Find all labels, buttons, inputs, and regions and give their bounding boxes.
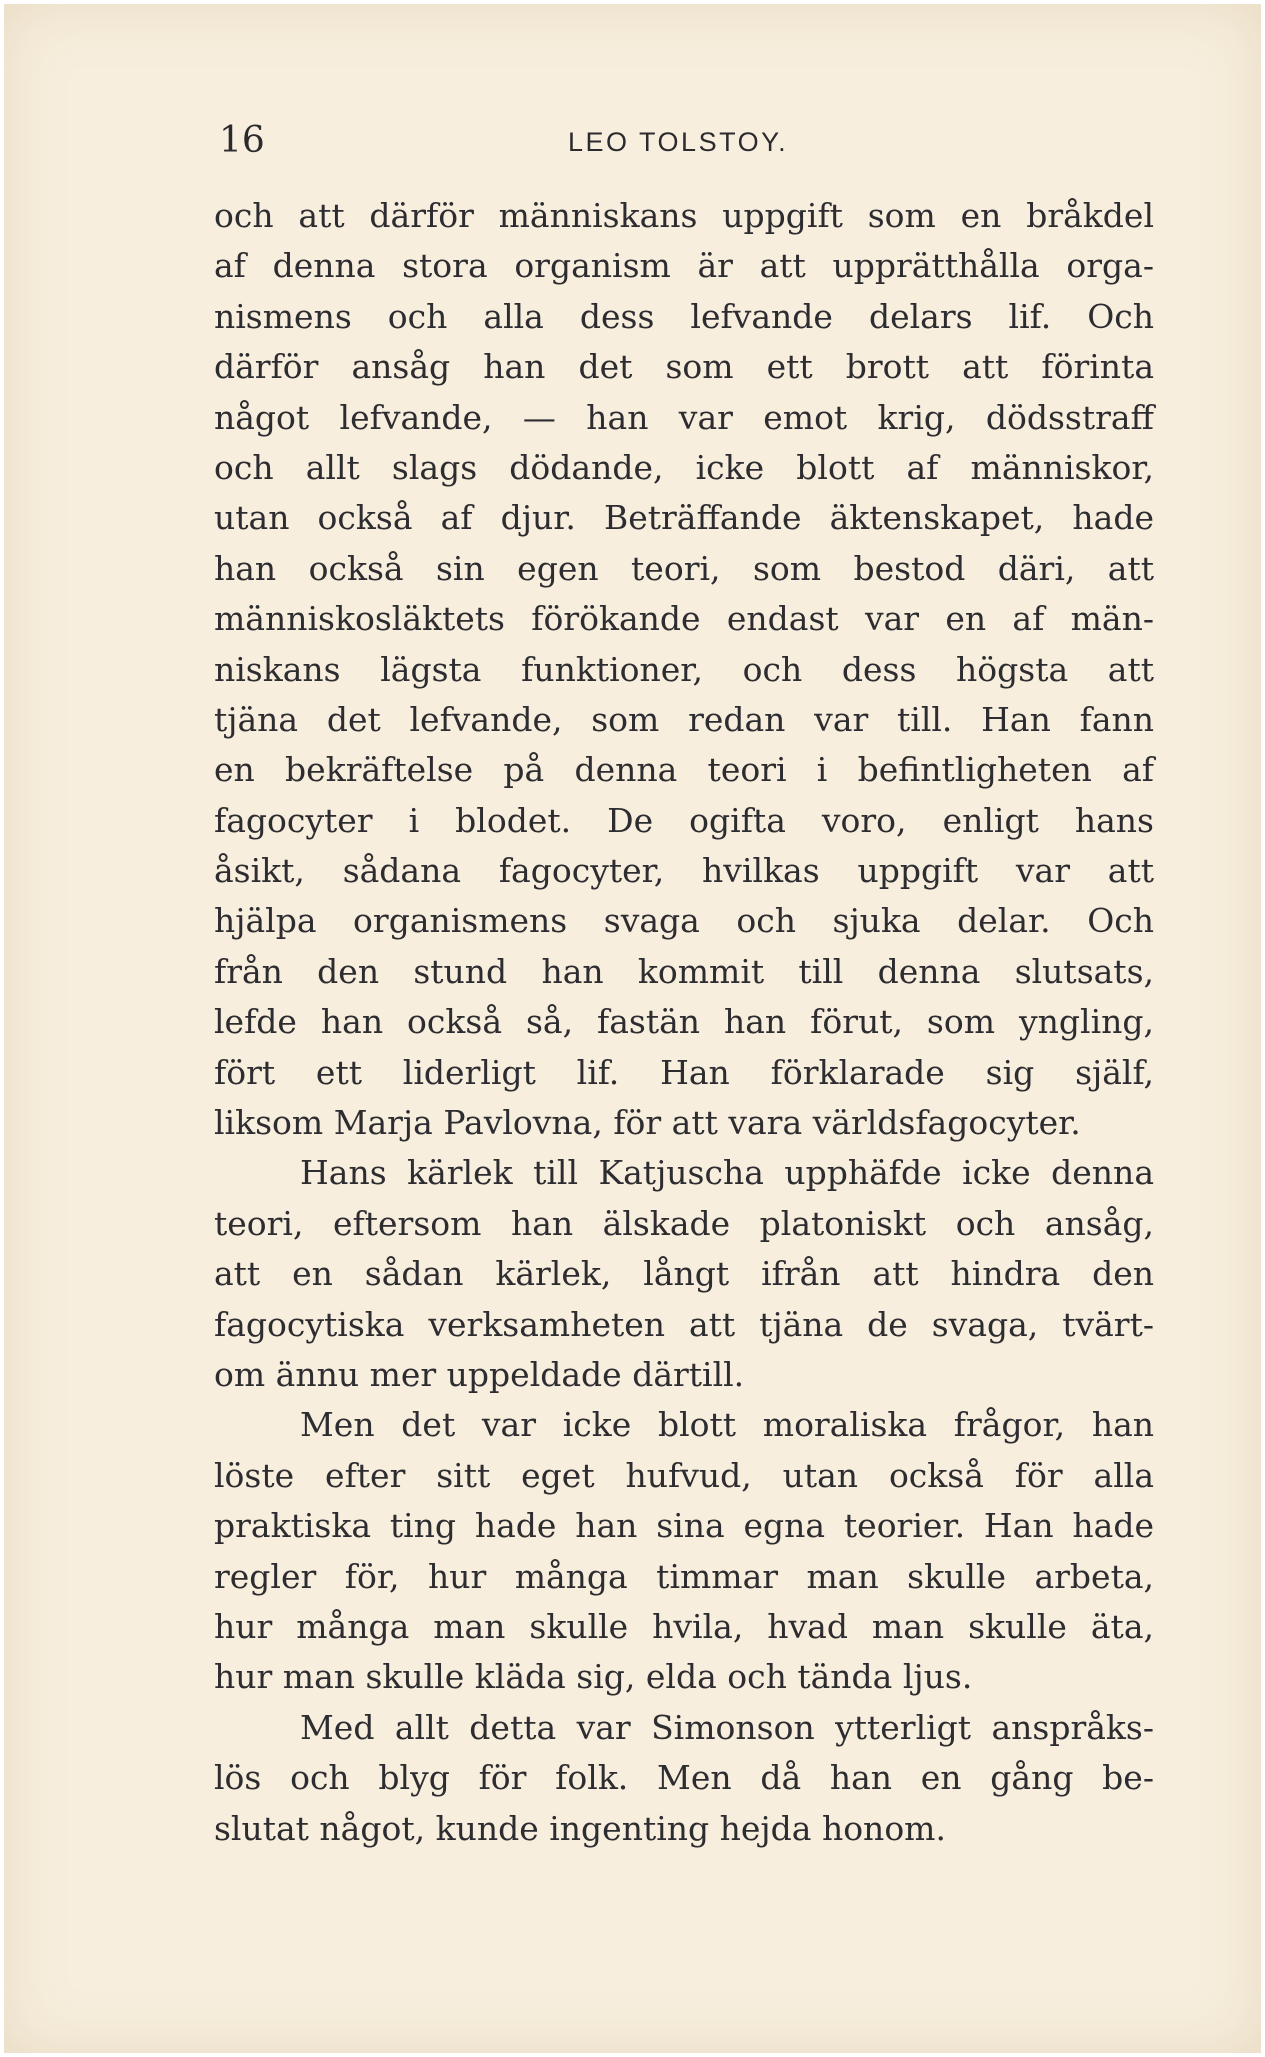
text-line: teori, eftersom han älskade platoniskt och ansåg, [214,1203,1154,1243]
text-line: och att därför människans uppgift som en bråkdel [214,196,1154,235]
text-line: Men det var icke blott moraliska frågor, han [300,1405,1154,1445]
text-line: åsikt, sådana fagocyter, hvilkas uppgift var att [214,851,1154,891]
text-line: hur många man skulle hvila, hvad man skulle äta, [214,1606,1154,1646]
text-line: människosläktets förökande endast var en af män- [214,599,1154,639]
text-line: och allt slags dödande, icke blott af människor, [214,447,1154,487]
text-line: af denna stora organism är att upprätthålla orga- [214,246,1154,286]
page-header [4,116,1261,166]
running-head: LEO TOLSTOY. [568,127,789,157]
text-line: han också sin egen teori, som bestod däri, att [214,548,1154,588]
text-line: att en sådan kärlek, långt ifrån att hindra den [214,1254,1154,1294]
text-line: något lefvande, — han var emot krig, dödsstraff [214,397,1154,437]
text-line: praktiska ting hade han sina egna teorier. Han hade [214,1506,1154,1546]
text-line: från den stund han kommit till denna slutsats, [214,951,1154,991]
text-line: regler för, hur många timmar man skulle arbeta, [214,1556,1154,1596]
body-text [214,191,1154,1854]
text-line: Med allt detta var Simonson ytterligt anspråks- [300,1707,1154,1747]
text-line: hjälpa organismens svaga och sjuka delar. Och [214,901,1154,941]
text-line: därför ansåg han det som ett brott att förinta [214,347,1154,387]
text-line: löste efter sitt eget hufvud, utan också för alla [214,1455,1154,1495]
text-line: en bekräftelse på denna teori i befintligheten af [214,750,1154,790]
text-line: om ännu mer uppeldade därtill. [214,1354,745,1394]
text-line: Hans kärlek till Katjuscha upphäfde icke denna [300,1153,1154,1193]
text-line: utan också af djur. Beträffande äktenskapet, hade [214,498,1154,538]
text-line: tjäna det lefvande, som redan var till. Han fann [214,699,1154,739]
text-line: fört ett liderligt lif. Han förklarade sig själf, [214,1052,1154,1092]
text-line: fagocyter i blodet. De ogifta voro, enligt hans [214,800,1154,840]
text-line: slutat något, kunde ingenting hejda honom. [214,1808,946,1848]
text-line: nismens och alla dess lefvande delars lif. Och [214,296,1154,336]
text-line: liksom Marja Pavlovna, för att vara världsfagocyter. [214,1103,1081,1143]
page-number: 16 [219,120,265,161]
book-page [4,4,1261,2053]
text-line: lös och blyg för folk. Men då han en gång be- [214,1758,1154,1798]
text-line: fagocytiska verksamheten att tjäna de svaga, tvärt- [214,1304,1154,1344]
text-line: lefde han också så, fastän han förut, som yngling, [214,1002,1154,1042]
text-line: niskans lägsta funktioner, och dess högsta att [214,649,1154,689]
text-line: hur man skulle kläda sig, elda och tända ljus. [214,1657,973,1697]
